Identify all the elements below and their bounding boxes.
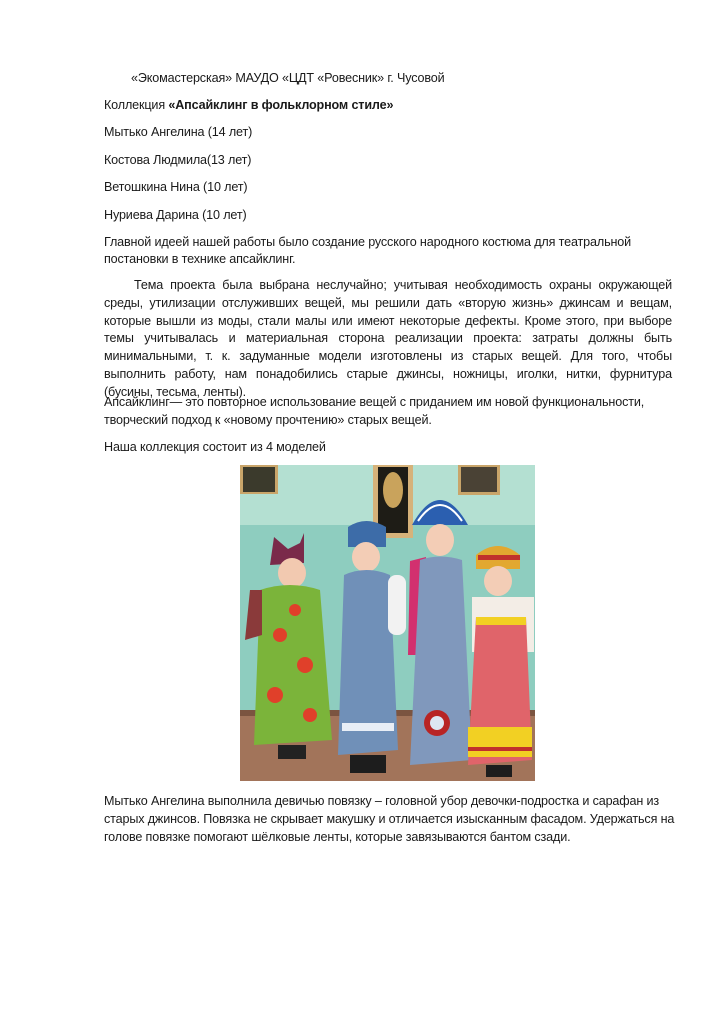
collection-title xyxy=(104,97,393,113)
description-line-1: Мытько Ангелина выполнила девичью повязку – головной убор девочки-подростка и сарафан из xyxy=(104,794,660,808)
collection-name: «Апсайклинг в фольклорном стиле» xyxy=(168,98,394,112)
main-idea-line-1: Главной идеей нашей работы было создание русского народного костюма для театральной xyxy=(104,235,632,249)
definition-line-2: творческий подход к «новому прочтению» старых вещей. xyxy=(104,413,432,427)
topic-text: Тема проекта была выбрана неслучайно; учитывая необходимость охраны окружающей среды, утилизации отслуживших вещей, мы решили дать «вторую жизнь» джинсам и вещам, которые вышли из моды, стали малы или имеют некоторые дефекты. Кроме этого, при выборе темы учитывалась и материальная сторона реализации проекта: затраты должны быть минимальными, т. к. задуманные модели изготовлены из старых вещей. Для того, чтобы выполнить работу, нам понадобились старые джинсы, ножницы, иголки, нитки, фурнитура (бусины, тесьма, ленты). xyxy=(104,278,672,399)
author-4: Нуриева Дарина (10 лет) xyxy=(104,208,247,222)
collection-prefix: Коллекция xyxy=(104,98,169,112)
author-1: Мытько Ангелина (14 лет) xyxy=(104,125,253,139)
definition-line-1: Апсайклинг— это повторное использование вещей с приданием им новой функциональности, xyxy=(104,395,645,409)
topic-paragraph xyxy=(104,277,672,402)
collection-count: Наша коллекция состоит из 4 моделей xyxy=(104,440,326,454)
description-line-2: старых джинсов. Повязка не скрывает макушку и отличается изысканным фасадом. Удержаться на xyxy=(104,812,675,826)
document-header: «Экомастерская» МАУДО «ЦДТ «Ровесник» г. Чусовой xyxy=(131,71,445,85)
description-line-3: голове повязке помогают шёлковые ленты, которые завязываются бантом сзади. xyxy=(104,830,571,844)
author-3: Ветошкина Нина (10 лет) xyxy=(104,180,248,194)
author-2: Костова Людмила(13 лет) xyxy=(104,153,252,167)
main-idea-line-2: постановки в технике апсайклинг. xyxy=(104,252,296,266)
costume-photo xyxy=(240,465,535,781)
